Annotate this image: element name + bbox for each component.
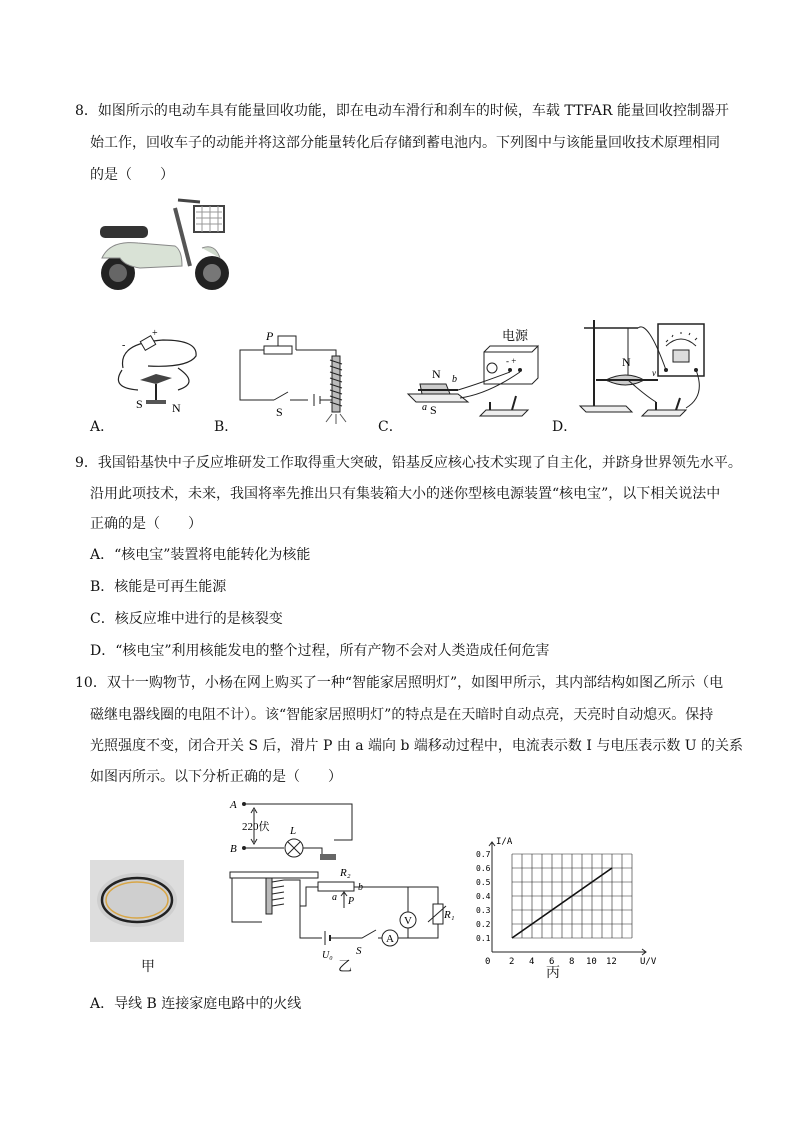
q10-line-3: 光照强度不变，闭合开关 S 后，滑片 P 由 a 端向 b 端移动过程中，电流表示数 I 与电压表示数 U 的关系 — [90, 738, 744, 754]
figure-a — [108, 328, 203, 413]
circuit-diagram — [222, 796, 455, 961]
y-tick-label: 0.5 — [476, 878, 491, 887]
y-tick-label: 0.1 — [476, 934, 491, 943]
y-tick-label: 0.7 — [476, 850, 491, 859]
circuit-b-label: B — [230, 843, 237, 855]
minus-label: - — [122, 340, 126, 351]
x-tick-label: 6 — [549, 957, 555, 967]
x-tick-label: 10 — [586, 957, 597, 967]
slider-p-label: P — [348, 896, 355, 907]
q8-option-d: D． — [552, 419, 578, 435]
iu-chart — [476, 837, 668, 970]
ebike-image — [90, 188, 230, 298]
x-tick-label: 12 — [606, 957, 617, 967]
fig-yi-label: 乙 — [338, 959, 352, 975]
x-tick-label: 4 — [529, 957, 535, 967]
c-pole-s: S — [430, 403, 437, 417]
voltmeter-label: V — [404, 915, 412, 927]
q8-line-1: 8．如图所示的电动车具有能量回收功能，即在电动车滑行和刹车的时候，车载 TTFAR 能量回收控制器开 — [75, 103, 729, 119]
u0-label: U₀ — [322, 950, 333, 961]
slider-p: P — [266, 329, 274, 343]
q8-option-a: A． — [90, 419, 115, 435]
svg-text:- +: - + — [506, 356, 517, 366]
c-a: a — [422, 402, 427, 413]
ammeter-label: A — [386, 933, 394, 945]
voltage-label: 220伏 — [242, 821, 270, 833]
plus-label: + — [152, 328, 158, 339]
x-tick-label: 0 — [485, 957, 491, 967]
x-axis-label: U/V — [640, 957, 657, 967]
r2-label: R₂ — [340, 867, 351, 879]
power-supply-label: 电源 — [502, 328, 529, 343]
x-tick-label: 8 — [569, 957, 575, 967]
slider-b-label: b — [358, 882, 363, 893]
d-v: v — [652, 368, 656, 378]
figure-c — [398, 324, 543, 429]
q9-line-3: 正确的是（ ） — [90, 516, 202, 532]
q10-option-a: A．导线 B 连接家庭电路中的火线 — [90, 996, 302, 1012]
ceiling-lamp-image — [90, 860, 184, 942]
q10-line-1: 10．双十一购物节，小杨在网上购买了一种“智能家居照明灯”，如图甲所示，其内部结构如图乙所示（电 — [75, 675, 724, 691]
q9-option-d: D．“核电宝”利用核能发电的整个过程，所有产物不会对人类造成任何危害 — [90, 643, 550, 659]
q9-line-2: 沿用此项技术，未来，我国将率先推出只有集装箱大小的迷你型核电源装置“核电宝”，以下相关说法中 — [90, 486, 721, 502]
lamp-label: L — [290, 825, 297, 837]
c-pole-n: N — [432, 367, 441, 381]
d-pole-n: N — [622, 355, 631, 369]
q9-option-b: B．核能是可再生能源 — [90, 579, 227, 595]
q10-line-2: 磁继电器线圈的电阻不计）。该“智能家居照明灯”的特点是在天暗时自动点亮，天亮时自动熄灭。保持 — [90, 707, 714, 723]
pole-s: S — [136, 397, 143, 411]
y-tick-label: 0.6 — [476, 864, 491, 873]
circuit-a-label: A — [230, 799, 237, 811]
y-tick-label: 0.3 — [476, 906, 491, 915]
switch-label: S — [356, 945, 362, 957]
y-axis-label: I/A — [496, 837, 513, 847]
pole-n: N — [172, 401, 181, 415]
figure-b — [236, 330, 356, 425]
q10-line-4: 如图丙所示。以下分析正确的是（ ） — [90, 769, 342, 785]
slider-a-label: a — [332, 892, 337, 903]
y-tick-label: 0.2 — [476, 920, 491, 929]
x-tick-label: 2 — [509, 957, 515, 967]
r1-label: R₁ — [444, 909, 455, 921]
q8-line-3: 的是（ ） — [90, 167, 174, 183]
q9-line-1: 9．我国铅基快中子反应堆研发工作取得重大突破，铅基反应核心技术实现了自主化，并跻身世界领先水平。 — [75, 455, 742, 471]
q8-line-2: 始工作，回收车子的动能并将这部分能量转化后存储到蓄电池内。下列图中与该能量回收技术原理相同 — [90, 135, 720, 151]
switch-s: S — [276, 405, 283, 419]
y-tick-label: 0.4 — [476, 892, 491, 901]
q9-option-c: C．核反应堆中进行的是核裂变 — [90, 611, 283, 627]
figure-d — [576, 316, 711, 428]
q8-option-b: B． — [214, 419, 239, 435]
fig-jia-label: 甲 — [141, 959, 155, 975]
c-b: b — [452, 374, 457, 385]
q9-option-a: A．“核电宝”装置将电能转化为核能 — [90, 547, 311, 563]
q8-option-c: C． — [378, 419, 403, 435]
fig-bing-label: 丙 — [546, 965, 560, 981]
